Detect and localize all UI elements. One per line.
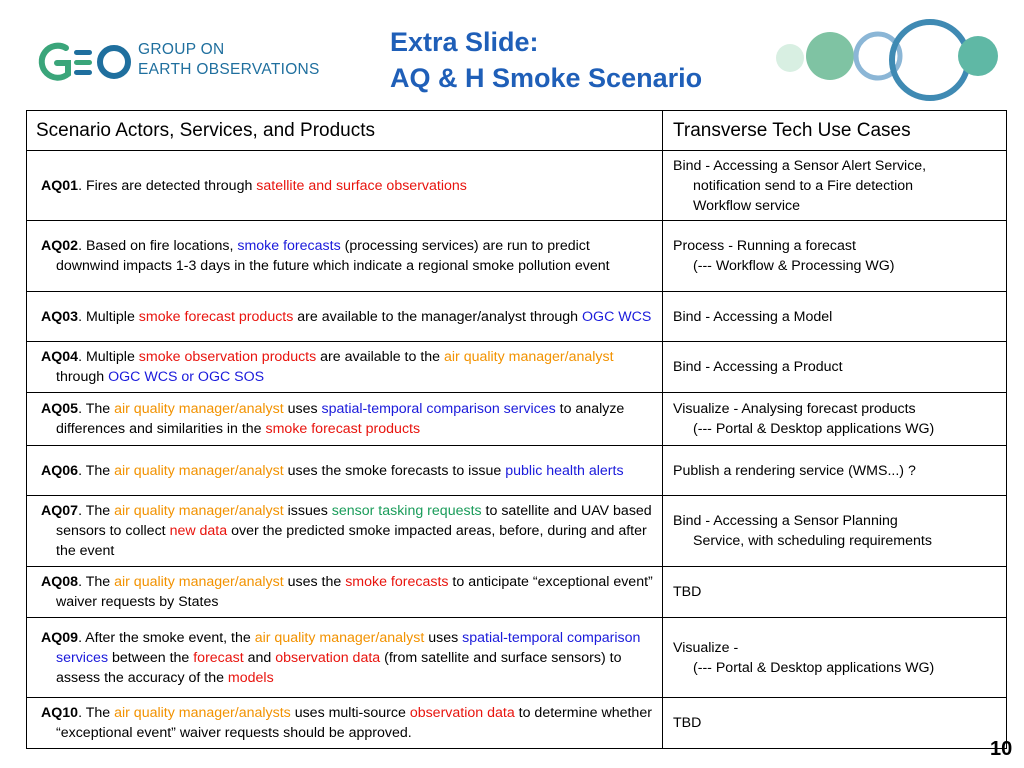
scenario-id: AQ05 <box>41 401 79 417</box>
scenario-text-segment: spatial-temporal comparison services <box>321 401 556 417</box>
scenario-text-segment: observation data <box>409 705 515 721</box>
decorative-circles <box>770 10 1024 110</box>
scenario-text-segment: public health alerts <box>505 462 624 479</box>
scenario-id: AQ01 <box>41 177 79 194</box>
scenario-text-segment: . The <box>78 462 115 479</box>
scenario-text-segment: smoke observation products <box>138 349 317 365</box>
logo-text <box>138 40 320 80</box>
scenario-text-segment: OGC WCS or OGC SOS <box>108 369 265 385</box>
scenario-text <box>41 236 654 276</box>
scenario-id: AQ10 <box>41 705 79 721</box>
table-body <box>27 151 1007 749</box>
scenario-text-segment: and <box>243 649 276 666</box>
scenario-text-segment: air quality manager/analyst <box>114 574 284 590</box>
scenario-text-segment: to analyze differences and similarities in the <box>56 401 625 437</box>
scenario-cell <box>27 446 663 496</box>
use-case-line: Process - Running a forecast <box>673 238 856 254</box>
use-case-cell <box>663 292 1007 342</box>
scenario-text-segment: air quality manager/analyst <box>114 503 284 519</box>
use-case-line: TBD <box>673 715 702 731</box>
scenario-text-segment: are available to the manager/analyst through <box>293 308 583 325</box>
scenario-text-segment: (processing services) are run to predict downwind impacts 1-3 days in the future which indicate a regional smoke pollution event <box>56 238 610 274</box>
scenario-text-segment: uses <box>424 629 463 646</box>
table-row <box>27 342 1007 393</box>
scenario-cell <box>27 496 663 567</box>
scenario-text-segment: to determine whether “exceptional event” waiver requests should be approved. <box>56 705 652 741</box>
scenario-text-segment: uses the smoke forecasts to issue <box>283 462 506 479</box>
scenario-text-segment: . Multiple <box>78 308 139 325</box>
scenario-text <box>41 572 654 612</box>
use-case-line: (--- Portal & Desktop applications WG) <box>693 659 935 676</box>
scenario-text-segment: . The <box>78 705 115 721</box>
scenario-text-segment: . The <box>78 574 115 590</box>
use-case-cell <box>663 496 1007 567</box>
use-case-line: Bind - Accessing a Product <box>673 359 843 375</box>
table-row <box>27 698 1007 749</box>
scenario-text-segment: OGC WCS <box>582 308 652 325</box>
scenario-text <box>41 307 654 327</box>
use-case-line: Visualize - <box>673 639 739 656</box>
scenario-cell <box>27 567 663 618</box>
scenario-text-segment: uses the <box>283 574 346 590</box>
scenario-text-segment: . Multiple <box>78 349 139 365</box>
scenario-text-segment: smoke forecast products <box>138 308 294 325</box>
scenario-cell <box>27 698 663 749</box>
scenario-text-segment: . After the smoke event, the <box>78 629 255 646</box>
scenario-cell <box>27 151 663 221</box>
scenario-table <box>26 110 1007 749</box>
slide-title-line2: AQ & H Smoke Scenario <box>390 63 703 93</box>
scenario-id: AQ04 <box>41 349 79 365</box>
scenario-text-segment: air quality manager/analyst <box>444 349 614 365</box>
use-case-cell <box>663 221 1007 292</box>
table-row <box>27 567 1007 618</box>
circle-5 <box>958 36 998 76</box>
use-case-line: (--- Workflow & Processing WG) <box>693 258 895 274</box>
table-row <box>27 618 1007 698</box>
scenario-text-segment: uses <box>283 401 322 417</box>
scenario-cell <box>27 342 663 393</box>
table-row <box>27 446 1007 496</box>
use-case-line: (--- Portal & Desktop applications WG) <box>693 421 935 437</box>
scenario-text-segment: issues <box>283 503 332 519</box>
use-case-line: Bind - Accessing a Sensor Alert Service, <box>673 157 927 174</box>
scenario-text <box>41 347 654 387</box>
scenario-text <box>41 399 654 439</box>
logo-text-line2: EARTH OBSERVATIONS <box>138 61 320 78</box>
scenario-id: AQ07 <box>41 503 79 519</box>
use-case-cell <box>663 618 1007 698</box>
use-case-cell <box>663 567 1007 618</box>
geo-logo-mark <box>38 36 133 88</box>
geo-logo <box>38 36 338 88</box>
use-case-line: Workflow service <box>693 197 800 214</box>
scenario-text-segment: are available to the <box>316 349 444 365</box>
scenario-text-segment: forecast <box>193 649 244 666</box>
use-case-line: Visualize - Analysing forecast products <box>673 401 916 417</box>
scenario-text-segment: smoke forecasts <box>237 238 341 254</box>
scenario-text-segment: (from satellite and surface sensors) to assess the accuracy of the <box>56 649 622 686</box>
use-case-cell <box>663 698 1007 749</box>
circle-2 <box>806 32 854 80</box>
table-row <box>27 496 1007 567</box>
scenario-id: AQ02 <box>41 238 79 254</box>
use-case-line: TBD <box>673 584 702 600</box>
scenario-text <box>41 461 654 481</box>
use-case-cell <box>663 446 1007 496</box>
table-row <box>27 221 1007 292</box>
page-number: 10 <box>990 738 1013 760</box>
table-row <box>27 151 1007 221</box>
scenario-text <box>41 501 654 561</box>
table-row <box>27 393 1007 446</box>
scenario-text-segment: air quality manager/analyst <box>114 462 284 479</box>
scenario-text-segment: observation data <box>275 649 381 666</box>
scenario-text-segment: to anticipate “exceptional event” waiver requests by States <box>56 574 653 610</box>
scenario-text-segment: between the <box>108 649 194 666</box>
header-tech-use-cases: Transverse Tech Use Cases <box>663 111 1007 151</box>
table-header-row <box>27 111 1007 151</box>
use-case-cell <box>663 151 1007 221</box>
scenario-text-segment: . Based on fire locations, <box>78 238 238 254</box>
scenario-text-segment: air quality manager/analyst <box>114 401 284 417</box>
use-case-cell <box>663 393 1007 446</box>
scenario-id: AQ08 <box>41 574 79 590</box>
scenario-cell <box>27 221 663 292</box>
scenario-text-segment: . The <box>78 401 115 417</box>
use-case-line: Publish a rendering service (WMS...) ? <box>673 462 916 479</box>
use-case-line: notification send to a Fire detection <box>693 177 914 194</box>
scenario-cell <box>27 292 663 342</box>
scenario-text-segment: new data <box>169 523 228 539</box>
scenario-text-segment: through <box>56 369 109 385</box>
scenario-text-segment: models <box>227 669 274 686</box>
slide-title-line1: Extra Slide: <box>390 27 539 57</box>
scenario-cell <box>27 618 663 698</box>
scenario-id: AQ03 <box>41 308 79 325</box>
scenario-text <box>41 176 654 196</box>
scenario-text-segment: uses multi-source <box>290 705 410 721</box>
scenario-text-segment: sensor tasking requests <box>331 503 482 519</box>
circle-4 <box>892 22 968 98</box>
scenario-text-segment: air quality manager/analysts <box>114 705 291 721</box>
scenario-text-segment: smoke forecast products <box>265 421 421 437</box>
scenario-text-segment: . Fires are detected through <box>78 177 257 194</box>
scenario-id: AQ06 <box>41 462 79 479</box>
scenario-text <box>41 628 654 688</box>
scenario-text-segment: . The <box>78 503 115 519</box>
use-case-line: Bind - Accessing a Sensor Planning <box>673 513 898 529</box>
scenario-text-segment: air quality manager/analyst <box>254 629 425 646</box>
scenario-cell <box>27 393 663 446</box>
slide-title <box>390 24 702 96</box>
logo-text-line1: GROUP ON <box>138 41 225 58</box>
scenario-text-segment: smoke forecasts <box>345 574 449 590</box>
table-row <box>27 292 1007 342</box>
scenario-text <box>41 703 654 743</box>
scenario-text-segment: to satellite and UAV based sensors to collect <box>56 503 652 539</box>
use-case-cell <box>663 342 1007 393</box>
scenario-text-segment: spatial-temporal comparison services <box>56 629 641 666</box>
use-case-line: Bind - Accessing a Model <box>673 308 833 325</box>
scenario-id: AQ09 <box>41 629 79 646</box>
use-case-line: Service, with scheduling requirements <box>693 533 932 549</box>
header-scenario-actors: Scenario Actors, Services, and Products <box>27 111 663 151</box>
circle-1 <box>776 44 804 72</box>
scenario-text-segment: satellite and surface observations <box>256 177 467 194</box>
scenario-text-segment: over the predicted smoke impacted areas, before, during and after the event <box>56 523 647 559</box>
